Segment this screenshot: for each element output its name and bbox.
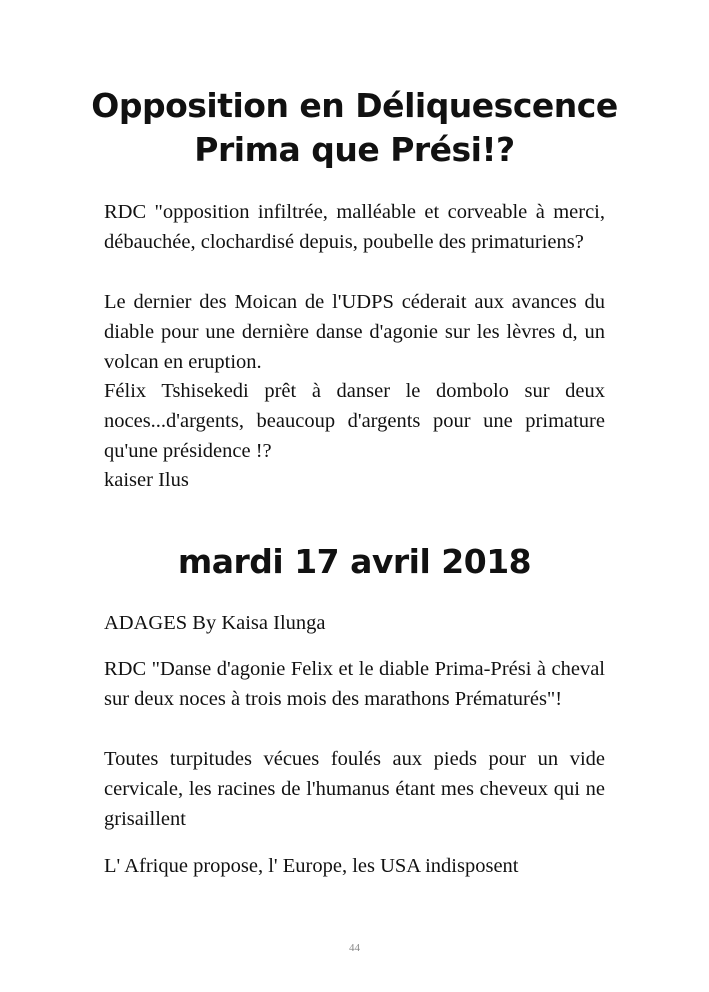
paragraph-udps: Le dernier des Moican de l'UDPS céderait aux avances du diable pour une dernière danse d'agonie sur les lèvres d, un volcan en eruption. <box>104 291 605 373</box>
page-number: 44 <box>349 942 360 954</box>
section-title-opposition <box>60 84 649 172</box>
paragraph-signature: kaiser Ilus <box>104 469 189 491</box>
section-title-date: mardi 17 avril 2018 <box>177 542 532 581</box>
title-line-1: Opposition en Déliquescence <box>91 86 618 125</box>
paragraph-danse-agonie: RDC "Danse d'agonie Felix et le diable Prima-Prési à cheval sur deux noces à trois mois des marathons Prématurés"! <box>104 658 605 710</box>
paragraph-adages: ADAGES By Kaisa Ilunga <box>104 612 326 634</box>
paragraph-afrique: L' Afrique propose, l' Europe, les USA indisposent <box>104 855 519 877</box>
paragraph-opposition-intro: RDC "opposition infiltrée, malléable et corveable à merci, débauchée, clochardisé depuis, poubelle des primaturiens? <box>104 201 605 253</box>
paragraph-turpitudes: Toutes turpitudes vécues foulés aux pieds pour un vide cervicale, les racines de l'humanus étant mes cheveux qui ne grisaillent <box>104 748 605 830</box>
title-line-2: Prima que Prési!? <box>194 130 515 169</box>
paragraph-felix: Félix Tshisekedi prêt à danser le dombolo sur deux noces...d'argents, beaucoup d'argents pour une primature qu'une présidence !? <box>104 380 605 462</box>
